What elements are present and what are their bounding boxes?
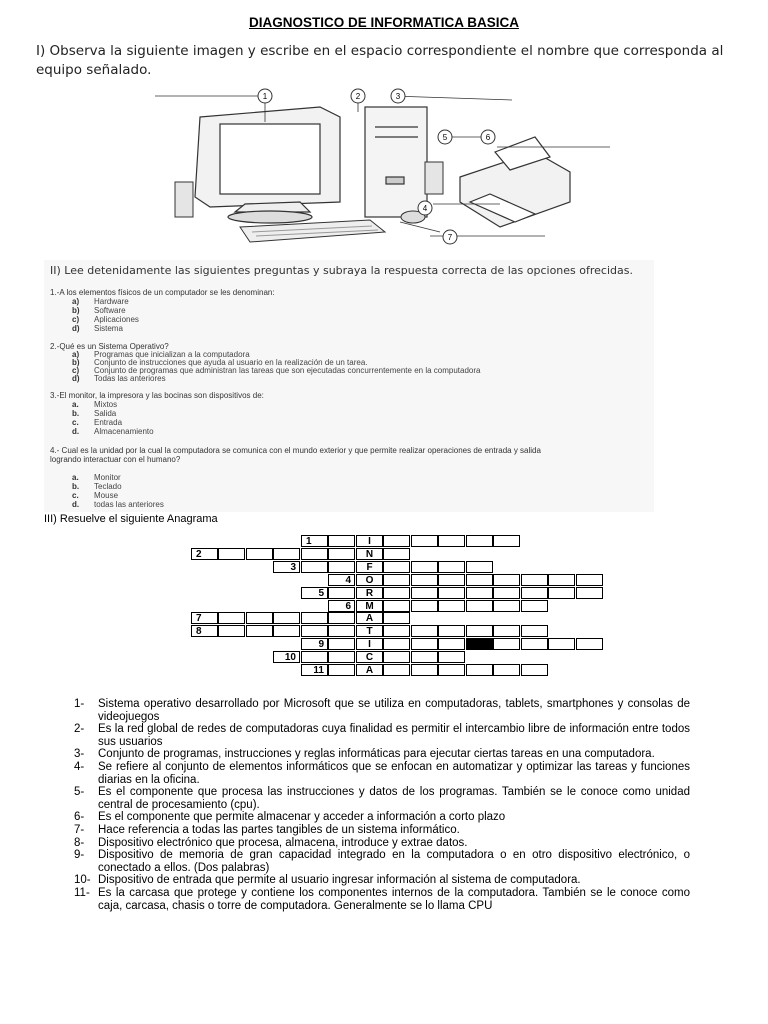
grid-cell[interactable] [411, 600, 438, 612]
grid-cell[interactable] [273, 548, 300, 560]
grid-cell[interactable] [328, 664, 355, 676]
callout-3 [391, 89, 405, 103]
grid-cell[interactable] [328, 638, 355, 650]
grid-cell[interactable] [383, 535, 410, 547]
q1-option-c[interactable]: Aplicaciones [94, 315, 139, 324]
grid-cell[interactable] [383, 561, 410, 573]
grid-cell[interactable] [246, 625, 273, 637]
grid-key-letter: A [356, 664, 383, 676]
clue-text: Es el componente que procesa las instrucciones y datos de los programas. También se le conoce como unidad central de procesamiento (cpu). [98, 786, 690, 811]
grid-cell[interactable] [218, 612, 245, 624]
clue-item [74, 887, 690, 912]
grid-cell[interactable] [438, 561, 465, 573]
clue-text: Dispositivo de memoria de gran capacidad integrado en la computadora o en otro dispositivo electrónico, o conectado a ellos. (Dos palabras) [98, 849, 690, 874]
printer-drawing [460, 137, 570, 227]
grid-cell[interactable] [328, 535, 355, 547]
question-4: 4.- Cual es la unidad por la cual la computadora se comunica con el mundo exterior y que permite realizar operaciones de entrada y salida [50, 446, 541, 455]
q3-option-d[interactable]: Almacenamiento [94, 427, 154, 436]
grid-cell[interactable] [383, 548, 410, 560]
grid-cell[interactable] [548, 587, 575, 599]
grid-key-letter: R [356, 587, 383, 599]
clue-text: Sistema operativo desarrollado por Microsoft que se utiliza en computadoras, tablets, smartphones y consolas de videojuegos [98, 698, 690, 723]
q2-option-b-letter: b) [72, 358, 80, 367]
grid-cell[interactable] [301, 625, 328, 637]
q2-option-a-letter: a) [72, 350, 80, 359]
grid-cell[interactable] [493, 535, 520, 547]
grid-cell[interactable] [521, 574, 548, 586]
grid-cell[interactable] [521, 664, 548, 676]
clue-number: 5- [74, 786, 85, 799]
grid-cell[interactable] [521, 625, 548, 637]
grid-cell[interactable] [383, 638, 410, 650]
clue-number: 1- [74, 698, 85, 710]
grid-cell[interactable] [411, 574, 438, 586]
grid-clue-number: 10 [273, 651, 300, 663]
clue-item [74, 849, 690, 874]
grid-cell[interactable] [438, 664, 465, 676]
svg-text:1: 1 [262, 92, 268, 101]
grid-cell[interactable] [383, 600, 410, 612]
grid-cell[interactable] [301, 612, 328, 624]
q2-option-d[interactable]: Todas las anteriores [94, 374, 166, 383]
grid-key-letter: A [356, 612, 383, 624]
q3-option-b[interactable]: Salida [94, 409, 117, 418]
grid-cell[interactable] [438, 638, 465, 650]
grid-clue-number: 11 [301, 664, 328, 676]
q2-option-c-letter: c) [72, 366, 80, 375]
question-2: 2.-Qué es un Sistema Operativo? [50, 342, 169, 351]
svg-text:7: 7 [447, 233, 453, 242]
q4-option-a[interactable]: Monitor [94, 473, 121, 482]
grid-cell[interactable] [438, 587, 465, 599]
page-title: DIAGNOSTICO DE INFORMATICA BASICA [249, 15, 519, 30]
grid-clue-number: 6 [328, 600, 355, 612]
grid-cell[interactable] [493, 638, 520, 650]
clue-text: Dispositivo de entrada que permite al usuario ingresar información al sistema de computadora. [98, 874, 581, 887]
grid-key-letter: F [356, 561, 383, 573]
q1-option-d[interactable]: Sistema [94, 324, 123, 333]
clue-text: Se refiere al conjunto de elementos informáticos que se enfocan en automatizar y optimizar las tareas y funciones diarias en la oficina. [98, 760, 690, 786]
clue-item [74, 786, 690, 811]
grid-cell[interactable] [548, 638, 575, 650]
clue-number: 4- [74, 760, 85, 773]
q1-option-d-letter: d) [72, 324, 80, 333]
grid-cell[interactable] [246, 612, 273, 624]
grid-cell[interactable] [218, 625, 245, 637]
grid-cell[interactable] [411, 664, 438, 676]
grid-cell[interactable] [466, 535, 493, 547]
grid-cell[interactable] [438, 574, 465, 586]
grid-cell[interactable] [493, 574, 520, 586]
grid-cell[interactable] [411, 587, 438, 599]
grid-clue-number: 4 [328, 574, 355, 586]
grid-clue-number: 2 [191, 548, 218, 560]
q3-option-c[interactable]: Entrada [94, 418, 123, 427]
callout-6 [481, 130, 495, 144]
section-1-instruction: I) Observa la siguiente imagen y escribe en el espacio correspondiente el nombre que corresponda al equipo señalado. [36, 43, 724, 78]
grid-cell[interactable] [576, 574, 603, 586]
clue-number: 2- [74, 723, 85, 736]
clue-text: Es la carcasa que protege y contiene los componentes internos de la computadora. También se le conoce como caja, carcasa, chasis o torre de computadora. Generalmente se lo llama CPU [98, 886, 690, 912]
q4-option-a-letter: a. [72, 473, 79, 482]
q1-option-a[interactable]: Hardware [94, 297, 129, 306]
q2-option-b[interactable]: Conjunto de instrucciones que ayuda al usuario en la realización de un tarea. [94, 358, 368, 367]
clue-number: 3- [74, 748, 85, 761]
grid-cell[interactable] [411, 638, 438, 650]
grid-cell[interactable] [493, 625, 520, 637]
grid-cell[interactable] [521, 638, 548, 650]
grid-cell[interactable] [301, 651, 328, 663]
grid-cell[interactable] [383, 612, 410, 624]
clue-item [74, 811, 690, 824]
q1-option-c-letter: c) [72, 315, 80, 324]
grid-cell[interactable] [328, 625, 355, 637]
clue-number: 9- [74, 849, 85, 862]
grid-cell[interactable] [576, 638, 603, 650]
q1-option-b[interactable]: Software [94, 306, 126, 315]
clue-text: Conjunto de programas, instrucciones y reglas informáticas para ejecutar ciertas tareas en una computadora. [98, 748, 655, 761]
q4-option-c-letter: c. [72, 491, 79, 500]
section-3-title: III) Resuelve el siguiente Anagrama [44, 513, 218, 525]
grid-key-letter: C [356, 651, 383, 663]
grid-cell[interactable] [383, 664, 410, 676]
clue-number: 6- [74, 811, 85, 824]
grid-cell[interactable] [466, 664, 493, 676]
clue-item [74, 837, 690, 850]
q4-option-d[interactable]: todas las anteriores [94, 500, 164, 509]
q1-option-a-letter: a) [72, 297, 80, 306]
q3-option-b-letter: b. [72, 409, 80, 418]
cpu-tower-drawing [365, 107, 427, 217]
clue-number: 7- [74, 823, 85, 836]
grid-clue-number: 5 [301, 587, 328, 599]
grid-cell[interactable] [246, 548, 273, 560]
clue-item [74, 824, 690, 837]
question-3: 3.-El monitor, la impresora y las bocinas son dispositivos de: [50, 391, 264, 400]
callout-2 [351, 89, 365, 103]
clue-number: 8- [74, 836, 85, 849]
q2-option-d-letter: d) [72, 374, 80, 383]
grid-key-letter: I [356, 535, 383, 547]
computer-equipment-illustration [140, 82, 640, 262]
grid-cell[interactable] [383, 574, 410, 586]
grid-cell[interactable] [411, 561, 438, 573]
clue-number: 10- [74, 874, 91, 887]
q3-option-a[interactable]: Mixtos [94, 400, 118, 409]
grid-cell[interactable] [466, 600, 493, 612]
grid-cell[interactable] [328, 612, 355, 624]
grid-cell[interactable] [383, 587, 410, 599]
q3-option-d-letter: d. [72, 427, 80, 436]
grid-cell[interactable] [493, 587, 520, 599]
grid-cell[interactable] [493, 600, 520, 612]
q2-option-c[interactable]: Conjunto de programas que administran las tareas que son ejecutadas concurrentemente en la computadora [94, 366, 481, 375]
svg-text:6: 6 [485, 133, 491, 142]
question-4-continued: logrando interactuar con el humano? [50, 455, 181, 464]
grid-cell[interactable] [466, 574, 493, 586]
grid-key-letter: T [356, 625, 383, 637]
grid-cell[interactable] [548, 574, 575, 586]
grid-cell[interactable] [411, 651, 438, 663]
grid-cell[interactable] [383, 651, 410, 663]
grid-cell[interactable] [328, 561, 355, 573]
q3-option-a-letter: a. [72, 400, 79, 409]
question-1: 1.-A los elementos físicos de un computador se les denominan: [50, 288, 275, 297]
grid-cell[interactable] [328, 587, 355, 599]
clue-item [74, 723, 690, 748]
clue-item [74, 761, 690, 786]
clue-text: Dispositivo electrónico que procesa, almacena, introduce y extrae datos. [98, 836, 468, 849]
grid-cell[interactable] [328, 651, 355, 663]
q4-option-b[interactable]: Teclado [94, 482, 122, 491]
grid-clue-number: 3 [273, 561, 300, 573]
grid-cell[interactable] [273, 625, 300, 637]
grid-cell[interactable] [576, 587, 603, 599]
clue-list [74, 698, 690, 912]
q4-option-d-letter: d. [72, 500, 80, 509]
grid-cell[interactable] [218, 548, 245, 560]
svg-text:2: 2 [355, 92, 361, 101]
q4-option-b-letter: b. [72, 482, 80, 491]
grid-clue-number: 9 [301, 638, 328, 650]
grid-cell[interactable] [521, 587, 548, 599]
grid-cell[interactable] [493, 664, 520, 676]
svg-text:3: 3 [395, 92, 401, 101]
callout-5 [438, 130, 452, 144]
grid-cell[interactable] [438, 600, 465, 612]
clue-item [74, 874, 690, 887]
grid-cell[interactable] [328, 548, 355, 560]
grid-blank-cell [466, 638, 493, 650]
grid-cell[interactable] [383, 625, 410, 637]
svg-text:5: 5 [442, 133, 448, 142]
grid-key-letter: N [356, 548, 383, 560]
grid-cell[interactable] [466, 561, 493, 573]
q1-option-b-letter: b) [72, 306, 80, 315]
section-2-instruction: II) Lee detenidamente las siguientes preguntas y subraya la respuesta correcta de las opciones ofrecidas. [50, 264, 633, 277]
callout-4 [418, 201, 432, 215]
callout-1 [258, 89, 272, 103]
q4-option-c[interactable]: Mouse [94, 491, 119, 500]
grid-clue-number: 7 [191, 612, 218, 624]
grid-cell[interactable] [301, 548, 328, 560]
clue-item [74, 748, 690, 761]
questions-background [44, 260, 654, 512]
q3-option-c-letter: c. [72, 418, 79, 427]
grid-cell[interactable] [301, 561, 328, 573]
grid-cell[interactable] [411, 625, 438, 637]
clue-number: 11- [74, 886, 90, 899]
grid-clue-number: 1 [301, 535, 328, 547]
grid-key-letter: O [356, 574, 383, 586]
clue-item [74, 698, 690, 723]
grid-cell[interactable] [411, 535, 438, 547]
monitor-drawing [195, 107, 340, 223]
clue-text: Es la red global de redes de computadoras cuya finalidad es permitir el intercambio libre de información entre todos sus usuarios [98, 723, 690, 748]
grid-cell[interactable] [273, 612, 300, 624]
grid-cell[interactable] [438, 535, 465, 547]
q2-option-a[interactable]: Programas que inicializan a la computadora [94, 350, 250, 359]
clue-text: Es el componente que permite almacenar y acceder a información a corto plazo [98, 811, 506, 824]
callout-7 [443, 230, 457, 244]
grid-key-letter: I [356, 638, 383, 650]
grid-cell[interactable] [466, 625, 493, 637]
grid-clue-number: 8 [191, 625, 218, 637]
grid-cell[interactable] [521, 600, 548, 612]
grid-key-letter: M [356, 600, 383, 612]
svg-text:4: 4 [422, 204, 428, 213]
grid-cell[interactable] [466, 587, 493, 599]
grid-cell[interactable] [438, 651, 465, 663]
grid-cell[interactable] [438, 625, 465, 637]
clue-text: Hace referencia a todas las partes tangibles de un sistema informático. [98, 823, 460, 836]
